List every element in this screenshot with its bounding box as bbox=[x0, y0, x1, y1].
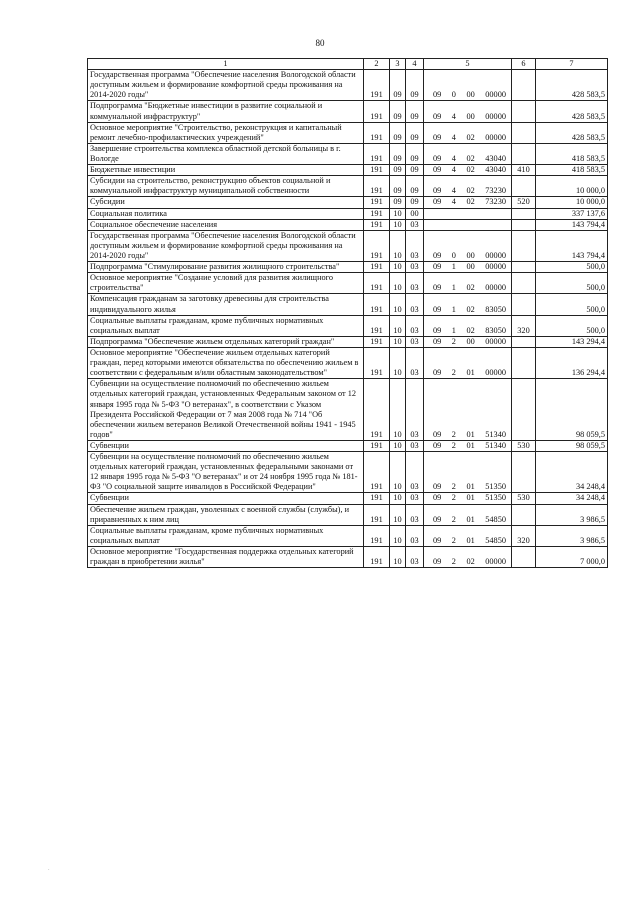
expense-type-cell: 320 bbox=[512, 315, 536, 336]
expense-type-cell bbox=[512, 273, 536, 294]
target-article-part: 09 bbox=[433, 283, 442, 293]
target-article-part: 0 bbox=[451, 250, 456, 260]
row-name-cell: Подпрограмма "Бюджетные инвестиции в развитие социальной и коммунальной инфраструктур" bbox=[88, 101, 364, 122]
col4-code-cell: 03 bbox=[406, 493, 424, 504]
col2-code-cell: 191 bbox=[364, 101, 390, 122]
expense-type-cell bbox=[512, 219, 536, 230]
target-article-cell bbox=[424, 165, 512, 176]
amount-cell: 7 000,0 bbox=[536, 547, 608, 568]
column-header: 3 bbox=[390, 59, 406, 70]
amount-cell: 98 059,5 bbox=[536, 379, 608, 441]
target-article-part: 09 bbox=[433, 304, 442, 314]
col2-code-cell: 191 bbox=[364, 143, 390, 164]
expense-type-cell bbox=[512, 176, 536, 197]
expense-type-cell bbox=[512, 101, 536, 122]
target-article-part: 09 bbox=[433, 514, 442, 524]
expense-type-cell bbox=[512, 347, 536, 378]
table-row bbox=[88, 547, 608, 568]
target-article-part: 00 bbox=[466, 111, 475, 121]
row-name-cell: Социальные выплаты гражданам, кроме публичных нормативных социальных выплат bbox=[88, 525, 364, 546]
table-body bbox=[88, 70, 608, 568]
table-row bbox=[88, 440, 608, 451]
target-article-cell bbox=[424, 379, 512, 441]
col4-code-cell: 03 bbox=[406, 273, 424, 294]
target-article-part: 00000 bbox=[485, 557, 506, 567]
row-name-cell: Государственная программа "Обеспечение населения Вологодской области доступным жильем и формирование комфортной среды проживания на 2014-2020 годы" bbox=[88, 70, 364, 101]
expense-type-cell bbox=[512, 452, 536, 493]
col2-code-cell: 191 bbox=[364, 379, 390, 441]
col3-code-cell: 10 bbox=[390, 440, 406, 451]
col3-code-cell: 10 bbox=[390, 208, 406, 219]
col2-code-cell: 191 bbox=[364, 219, 390, 230]
col3-code-cell: 10 bbox=[390, 547, 406, 568]
target-article-part: 02 bbox=[466, 186, 475, 196]
target-article-part: 02 bbox=[466, 283, 475, 293]
corner-mark: · bbox=[48, 868, 50, 873]
amount-cell: 428 583,5 bbox=[536, 122, 608, 143]
col2-code-cell: 191 bbox=[364, 452, 390, 493]
col4-code-cell: 03 bbox=[406, 230, 424, 261]
row-name-cell: Социальные выплаты гражданам, кроме публичных нормативных социальных выплат bbox=[88, 315, 364, 336]
target-article-part: 09 bbox=[433, 557, 442, 567]
table-row bbox=[88, 262, 608, 273]
target-article-part: 09 bbox=[433, 262, 442, 272]
table-row bbox=[88, 70, 608, 101]
table-row bbox=[88, 525, 608, 546]
expense-type-cell bbox=[512, 262, 536, 273]
target-article-part: 73230 bbox=[485, 197, 506, 207]
table-row bbox=[88, 197, 608, 208]
column-header: 2 bbox=[364, 59, 390, 70]
target-article-part: 00 bbox=[466, 250, 475, 260]
target-article-part: 1 bbox=[451, 304, 456, 314]
target-article-part: 1 bbox=[451, 262, 456, 272]
col4-code-cell: 09 bbox=[406, 197, 424, 208]
col2-code-cell: 191 bbox=[364, 336, 390, 347]
col4-code-cell: 03 bbox=[406, 315, 424, 336]
col3-code-cell: 10 bbox=[390, 230, 406, 261]
amount-cell: 143 794,4 bbox=[536, 219, 608, 230]
target-article-part: 09 bbox=[433, 535, 442, 545]
col4-code-cell: 03 bbox=[406, 294, 424, 315]
table-row bbox=[88, 165, 608, 176]
row-name-cell: Социальное обеспечение населения bbox=[88, 219, 364, 230]
table-header-row bbox=[88, 59, 608, 70]
col3-code-cell: 09 bbox=[390, 101, 406, 122]
target-article-part: 00000 bbox=[485, 336, 506, 346]
row-name-cell: Государственная программа "Обеспечение населения Вологодской области доступным жильем и формирование комфортной среды проживания на 2014-2020 годы" bbox=[88, 230, 364, 261]
target-article-part: 02 bbox=[466, 557, 475, 567]
col3-code-cell: 10 bbox=[390, 504, 406, 525]
target-article-cell bbox=[424, 452, 512, 493]
target-article-part: 02 bbox=[466, 165, 475, 175]
expense-type-cell bbox=[512, 143, 536, 164]
col3-code-cell: 10 bbox=[390, 525, 406, 546]
target-article-part: 4 bbox=[451, 132, 456, 142]
target-article-part: 00000 bbox=[485, 132, 506, 142]
target-article-cell bbox=[424, 273, 512, 294]
col2-code-cell: 191 bbox=[364, 315, 390, 336]
target-article-part: 00000 bbox=[485, 90, 506, 100]
target-article-part: 00000 bbox=[485, 262, 506, 272]
row-name-cell: Завершение строительства комплекса областной детской больницы в г. Вологде bbox=[88, 143, 364, 164]
table-row bbox=[88, 336, 608, 347]
table-row bbox=[88, 143, 608, 164]
expense-type-cell bbox=[512, 208, 536, 219]
expense-type-cell: 410 bbox=[512, 165, 536, 176]
col2-code-cell: 191 bbox=[364, 493, 390, 504]
expense-type-cell bbox=[512, 547, 536, 568]
col4-code-cell: 03 bbox=[406, 262, 424, 273]
row-name-cell: Субвенции на осуществление полномочий по обеспечению жильем отдельных категорий граждан, установленных Федеральным законом от 12 января 1995 года № 5-ФЗ "О ветеранах", в соответствии с Указом Президента Российской Федерации от 7 мая 2008 года № 714 "Об обеспечении жильем ветеранов Великой Отечественной войны 1941 - 1945 годов" bbox=[88, 379, 364, 441]
table-row bbox=[88, 176, 608, 197]
target-article-cell bbox=[424, 143, 512, 164]
col2-code-cell: 191 bbox=[364, 547, 390, 568]
col3-code-cell: 09 bbox=[390, 143, 406, 164]
col3-code-cell: 09 bbox=[390, 165, 406, 176]
col3-code-cell: 10 bbox=[390, 347, 406, 378]
col2-code-cell: 191 bbox=[364, 347, 390, 378]
expense-type-cell bbox=[512, 294, 536, 315]
row-name-cell: Субвенции на осуществление полномочий по обеспечению жильем отдельных категорий граждан, установленных федеральными законами от 12 января 1995 года № 5-ФЗ "О ветеранах" и от 24 ноября 1995 года № 181-ФЗ "О социальной защите инвалидов в Российской Федерации" bbox=[88, 452, 364, 493]
amount-cell: 98 059,5 bbox=[536, 440, 608, 451]
amount-cell: 428 583,5 bbox=[536, 70, 608, 101]
target-article-part: 00000 bbox=[485, 283, 506, 293]
target-article-part: 09 bbox=[433, 132, 442, 142]
col3-code-cell: 10 bbox=[390, 219, 406, 230]
target-article-part: 2 bbox=[451, 557, 456, 567]
target-article-part: 09 bbox=[433, 440, 442, 450]
col3-code-cell: 09 bbox=[390, 70, 406, 101]
row-name-cell: Социальная политика bbox=[88, 208, 364, 219]
col3-code-cell: 09 bbox=[390, 197, 406, 208]
target-article-part: 02 bbox=[466, 153, 475, 163]
target-article-part: 00000 bbox=[485, 368, 506, 378]
row-name-cell: Бюджетные инвестиции bbox=[88, 165, 364, 176]
col3-code-cell: 10 bbox=[390, 315, 406, 336]
target-article-part: 4 bbox=[451, 111, 456, 121]
expense-type-cell: 520 bbox=[512, 197, 536, 208]
target-article-part: 51350 bbox=[485, 482, 506, 492]
row-name-cell: Компенсация гражданам за заготовку древесины для строительства индивидуального жилья bbox=[88, 294, 364, 315]
table-row bbox=[88, 379, 608, 441]
target-article-part: 54850 bbox=[485, 535, 506, 545]
target-article-part: 83050 bbox=[485, 304, 506, 314]
col4-code-cell: 03 bbox=[406, 440, 424, 451]
expense-type-cell bbox=[512, 70, 536, 101]
amount-cell: 418 583,5 bbox=[536, 143, 608, 164]
amount-cell: 3 986,5 bbox=[536, 504, 608, 525]
expense-type-cell bbox=[512, 504, 536, 525]
target-article-part: 00000 bbox=[485, 250, 506, 260]
target-article-part: 43040 bbox=[485, 153, 506, 163]
expense-type-cell: 530 bbox=[512, 440, 536, 451]
col3-code-cell: 10 bbox=[390, 452, 406, 493]
target-article-cell bbox=[424, 440, 512, 451]
target-article-part: 09 bbox=[433, 493, 442, 503]
col3-code-cell: 10 bbox=[390, 336, 406, 347]
table-row bbox=[88, 101, 608, 122]
target-article-part: 09 bbox=[433, 325, 442, 335]
col4-code-cell: 03 bbox=[406, 379, 424, 441]
expense-type-cell: 530 bbox=[512, 493, 536, 504]
col3-code-cell: 10 bbox=[390, 262, 406, 273]
expense-type-cell bbox=[512, 230, 536, 261]
col4-code-cell: 03 bbox=[406, 219, 424, 230]
col4-code-cell: 03 bbox=[406, 504, 424, 525]
col4-code-cell: 03 bbox=[406, 525, 424, 546]
col4-code-cell: 09 bbox=[406, 143, 424, 164]
target-article-part: 73230 bbox=[485, 186, 506, 196]
amount-cell: 500,0 bbox=[536, 294, 608, 315]
target-article-part: 2 bbox=[451, 368, 456, 378]
target-article-part: 51340 bbox=[485, 440, 506, 450]
col2-code-cell: 191 bbox=[364, 122, 390, 143]
budget-table bbox=[87, 58, 608, 568]
expense-type-cell bbox=[512, 122, 536, 143]
col3-code-cell: 10 bbox=[390, 273, 406, 294]
page-number: 80 bbox=[315, 38, 325, 48]
target-article-part: 09 bbox=[433, 368, 442, 378]
row-name-cell: Основное мероприятие "Создание условий для развития жилищного строительства" bbox=[88, 273, 364, 294]
target-article-part: 02 bbox=[466, 304, 475, 314]
target-article-part: 09 bbox=[433, 165, 442, 175]
target-article-part: 2 bbox=[451, 429, 456, 439]
target-article-part: 2 bbox=[451, 336, 456, 346]
target-article-part: 09 bbox=[433, 482, 442, 492]
col4-code-cell: 03 bbox=[406, 452, 424, 493]
target-article-part: 09 bbox=[433, 111, 442, 121]
target-article-part: 02 bbox=[466, 197, 475, 207]
col4-code-cell: 09 bbox=[406, 101, 424, 122]
row-name-cell: Субвенции bbox=[88, 440, 364, 451]
target-article-part: 1 bbox=[451, 325, 456, 335]
col4-code-cell: 09 bbox=[406, 70, 424, 101]
target-article-part: 02 bbox=[466, 325, 475, 335]
column-header: 4 bbox=[406, 59, 424, 70]
target-article-part: 09 bbox=[433, 197, 442, 207]
col2-code-cell: 191 bbox=[364, 165, 390, 176]
amount-cell: 136 294,4 bbox=[536, 347, 608, 378]
target-article-part: 2 bbox=[451, 440, 456, 450]
target-article-part: 4 bbox=[451, 197, 456, 207]
target-article-part: 02 bbox=[466, 132, 475, 142]
expense-type-cell bbox=[512, 336, 536, 347]
target-article-part: 00 bbox=[466, 262, 475, 272]
target-article-part: 00 bbox=[466, 336, 475, 346]
target-article-part: 54850 bbox=[485, 514, 506, 524]
amount-cell: 10 000,0 bbox=[536, 176, 608, 197]
target-article-part: 2 bbox=[451, 535, 456, 545]
table-row bbox=[88, 219, 608, 230]
amount-cell: 10 000,0 bbox=[536, 197, 608, 208]
amount-cell: 337 137,6 bbox=[536, 208, 608, 219]
amount-cell: 143 794,4 bbox=[536, 230, 608, 261]
col2-code-cell: 191 bbox=[364, 70, 390, 101]
target-article-part: 83050 bbox=[485, 325, 506, 335]
col4-code-cell: 09 bbox=[406, 176, 424, 197]
table-row bbox=[88, 504, 608, 525]
col2-code-cell: 191 bbox=[364, 176, 390, 197]
expense-type-cell bbox=[512, 379, 536, 441]
row-name-cell: Основное мероприятие "Государственная поддержка отдельных категорий граждан в приобретении жилья" bbox=[88, 547, 364, 568]
col2-code-cell: 191 bbox=[364, 504, 390, 525]
target-article-part: 09 bbox=[433, 153, 442, 163]
amount-cell: 428 583,5 bbox=[536, 101, 608, 122]
target-article-part: 1 bbox=[451, 283, 456, 293]
amount-cell: 500,0 bbox=[536, 262, 608, 273]
target-article-part: 01 bbox=[466, 368, 475, 378]
col2-code-cell: 191 bbox=[364, 525, 390, 546]
col2-code-cell: 191 bbox=[364, 294, 390, 315]
target-article-part: 00 bbox=[466, 90, 475, 100]
target-article-cell bbox=[424, 122, 512, 143]
amount-cell: 143 294,4 bbox=[536, 336, 608, 347]
target-article-part: 01 bbox=[466, 514, 475, 524]
target-article-cell bbox=[424, 197, 512, 208]
col3-code-cell: 10 bbox=[390, 379, 406, 441]
amount-cell: 500,0 bbox=[536, 315, 608, 336]
row-name-cell: Субсидии на строительство, реконструкцию объектов социальной и коммунальной инфраструктур муниципальной собственности bbox=[88, 176, 364, 197]
col4-code-cell: 09 bbox=[406, 165, 424, 176]
target-article-part: 51340 bbox=[485, 429, 506, 439]
column-header: 5 bbox=[424, 59, 512, 70]
row-name-cell: Субсидии bbox=[88, 197, 364, 208]
target-article-cell bbox=[424, 208, 512, 219]
col4-code-cell: 00 bbox=[406, 208, 424, 219]
amount-cell: 3 986,5 bbox=[536, 525, 608, 546]
row-name-cell: Подпрограмма "Стимулирование развития жилищного строительства" bbox=[88, 262, 364, 273]
target-article-part: 4 bbox=[451, 153, 456, 163]
target-article-cell bbox=[424, 70, 512, 101]
target-article-cell bbox=[424, 315, 512, 336]
table-row bbox=[88, 315, 608, 336]
amount-cell: 418 583,5 bbox=[536, 165, 608, 176]
table-row bbox=[88, 122, 608, 143]
target-article-cell bbox=[424, 262, 512, 273]
target-article-part: 0 bbox=[451, 90, 456, 100]
target-article-cell bbox=[424, 547, 512, 568]
target-article-part: 01 bbox=[466, 482, 475, 492]
target-article-part: 00000 bbox=[485, 111, 506, 121]
target-article-part: 09 bbox=[433, 90, 442, 100]
target-article-part: 4 bbox=[451, 165, 456, 175]
amount-cell: 34 248,4 bbox=[536, 452, 608, 493]
target-article-cell bbox=[424, 504, 512, 525]
expense-type-cell: 320 bbox=[512, 525, 536, 546]
amount-cell: 34 248,4 bbox=[536, 493, 608, 504]
col2-code-cell: 191 bbox=[364, 230, 390, 261]
target-article-part: 4 bbox=[451, 186, 456, 196]
target-article-part: 01 bbox=[466, 440, 475, 450]
col2-code-cell: 191 bbox=[364, 208, 390, 219]
target-article-part: 2 bbox=[451, 493, 456, 503]
target-article-part: 01 bbox=[466, 535, 475, 545]
row-name-cell: Основное мероприятие "Строительство, реконструкция и капитальный ремонт лечебно-профилактических учреждений" bbox=[88, 122, 364, 143]
target-article-cell bbox=[424, 294, 512, 315]
col4-code-cell: 09 bbox=[406, 122, 424, 143]
target-article-part: 2 bbox=[451, 514, 456, 524]
column-header: 6 bbox=[512, 59, 536, 70]
col2-code-cell: 191 bbox=[364, 440, 390, 451]
target-article-cell bbox=[424, 230, 512, 261]
target-article-cell bbox=[424, 336, 512, 347]
table-row bbox=[88, 452, 608, 493]
col3-code-cell: 09 bbox=[390, 122, 406, 143]
target-article-cell bbox=[424, 347, 512, 378]
table-row bbox=[88, 294, 608, 315]
col3-code-cell: 09 bbox=[390, 176, 406, 197]
col4-code-cell: 03 bbox=[406, 336, 424, 347]
row-name-cell: Подпрограмма "Обеспечение жильем отдельных категорий граждан" bbox=[88, 336, 364, 347]
col4-code-cell: 03 bbox=[406, 347, 424, 378]
row-name-cell: Субвенции bbox=[88, 493, 364, 504]
target-article-cell bbox=[424, 101, 512, 122]
target-article-cell bbox=[424, 493, 512, 504]
table-row bbox=[88, 347, 608, 378]
table-row bbox=[88, 208, 608, 219]
target-article-part: 01 bbox=[466, 429, 475, 439]
target-article-part: 09 bbox=[433, 186, 442, 196]
col2-code-cell: 191 bbox=[364, 197, 390, 208]
target-article-cell bbox=[424, 219, 512, 230]
row-name-cell: Обеспечение жильем граждан, уволенных с военной службы (службы), и приравненных к ним лиц bbox=[88, 504, 364, 525]
target-article-part: 2 bbox=[451, 482, 456, 492]
col4-code-cell: 03 bbox=[406, 547, 424, 568]
target-article-part: 09 bbox=[433, 336, 442, 346]
table-row bbox=[88, 230, 608, 261]
col3-code-cell: 10 bbox=[390, 294, 406, 315]
target-article-part: 09 bbox=[433, 429, 442, 439]
col3-code-cell: 10 bbox=[390, 493, 406, 504]
column-header: 7 bbox=[536, 59, 608, 70]
column-header: 1 bbox=[88, 59, 364, 70]
amount-cell: 500,0 bbox=[536, 273, 608, 294]
target-article-part: 43040 bbox=[485, 165, 506, 175]
target-article-part: 01 bbox=[466, 493, 475, 503]
table-row bbox=[88, 273, 608, 294]
target-article-cell bbox=[424, 525, 512, 546]
col2-code-cell: 191 bbox=[364, 273, 390, 294]
target-article-part: 09 bbox=[433, 250, 442, 260]
col2-code-cell: 191 bbox=[364, 262, 390, 273]
table-row bbox=[88, 493, 608, 504]
target-article-part: 51350 bbox=[485, 493, 506, 503]
row-name-cell: Основное мероприятие "Обеспечение жильем отдельных категорий граждан, перед которыми имеются обязательства по обеспечению жильем в соответствии с федеральным и/или областным законодательством" bbox=[88, 347, 364, 378]
target-article-cell bbox=[424, 176, 512, 197]
